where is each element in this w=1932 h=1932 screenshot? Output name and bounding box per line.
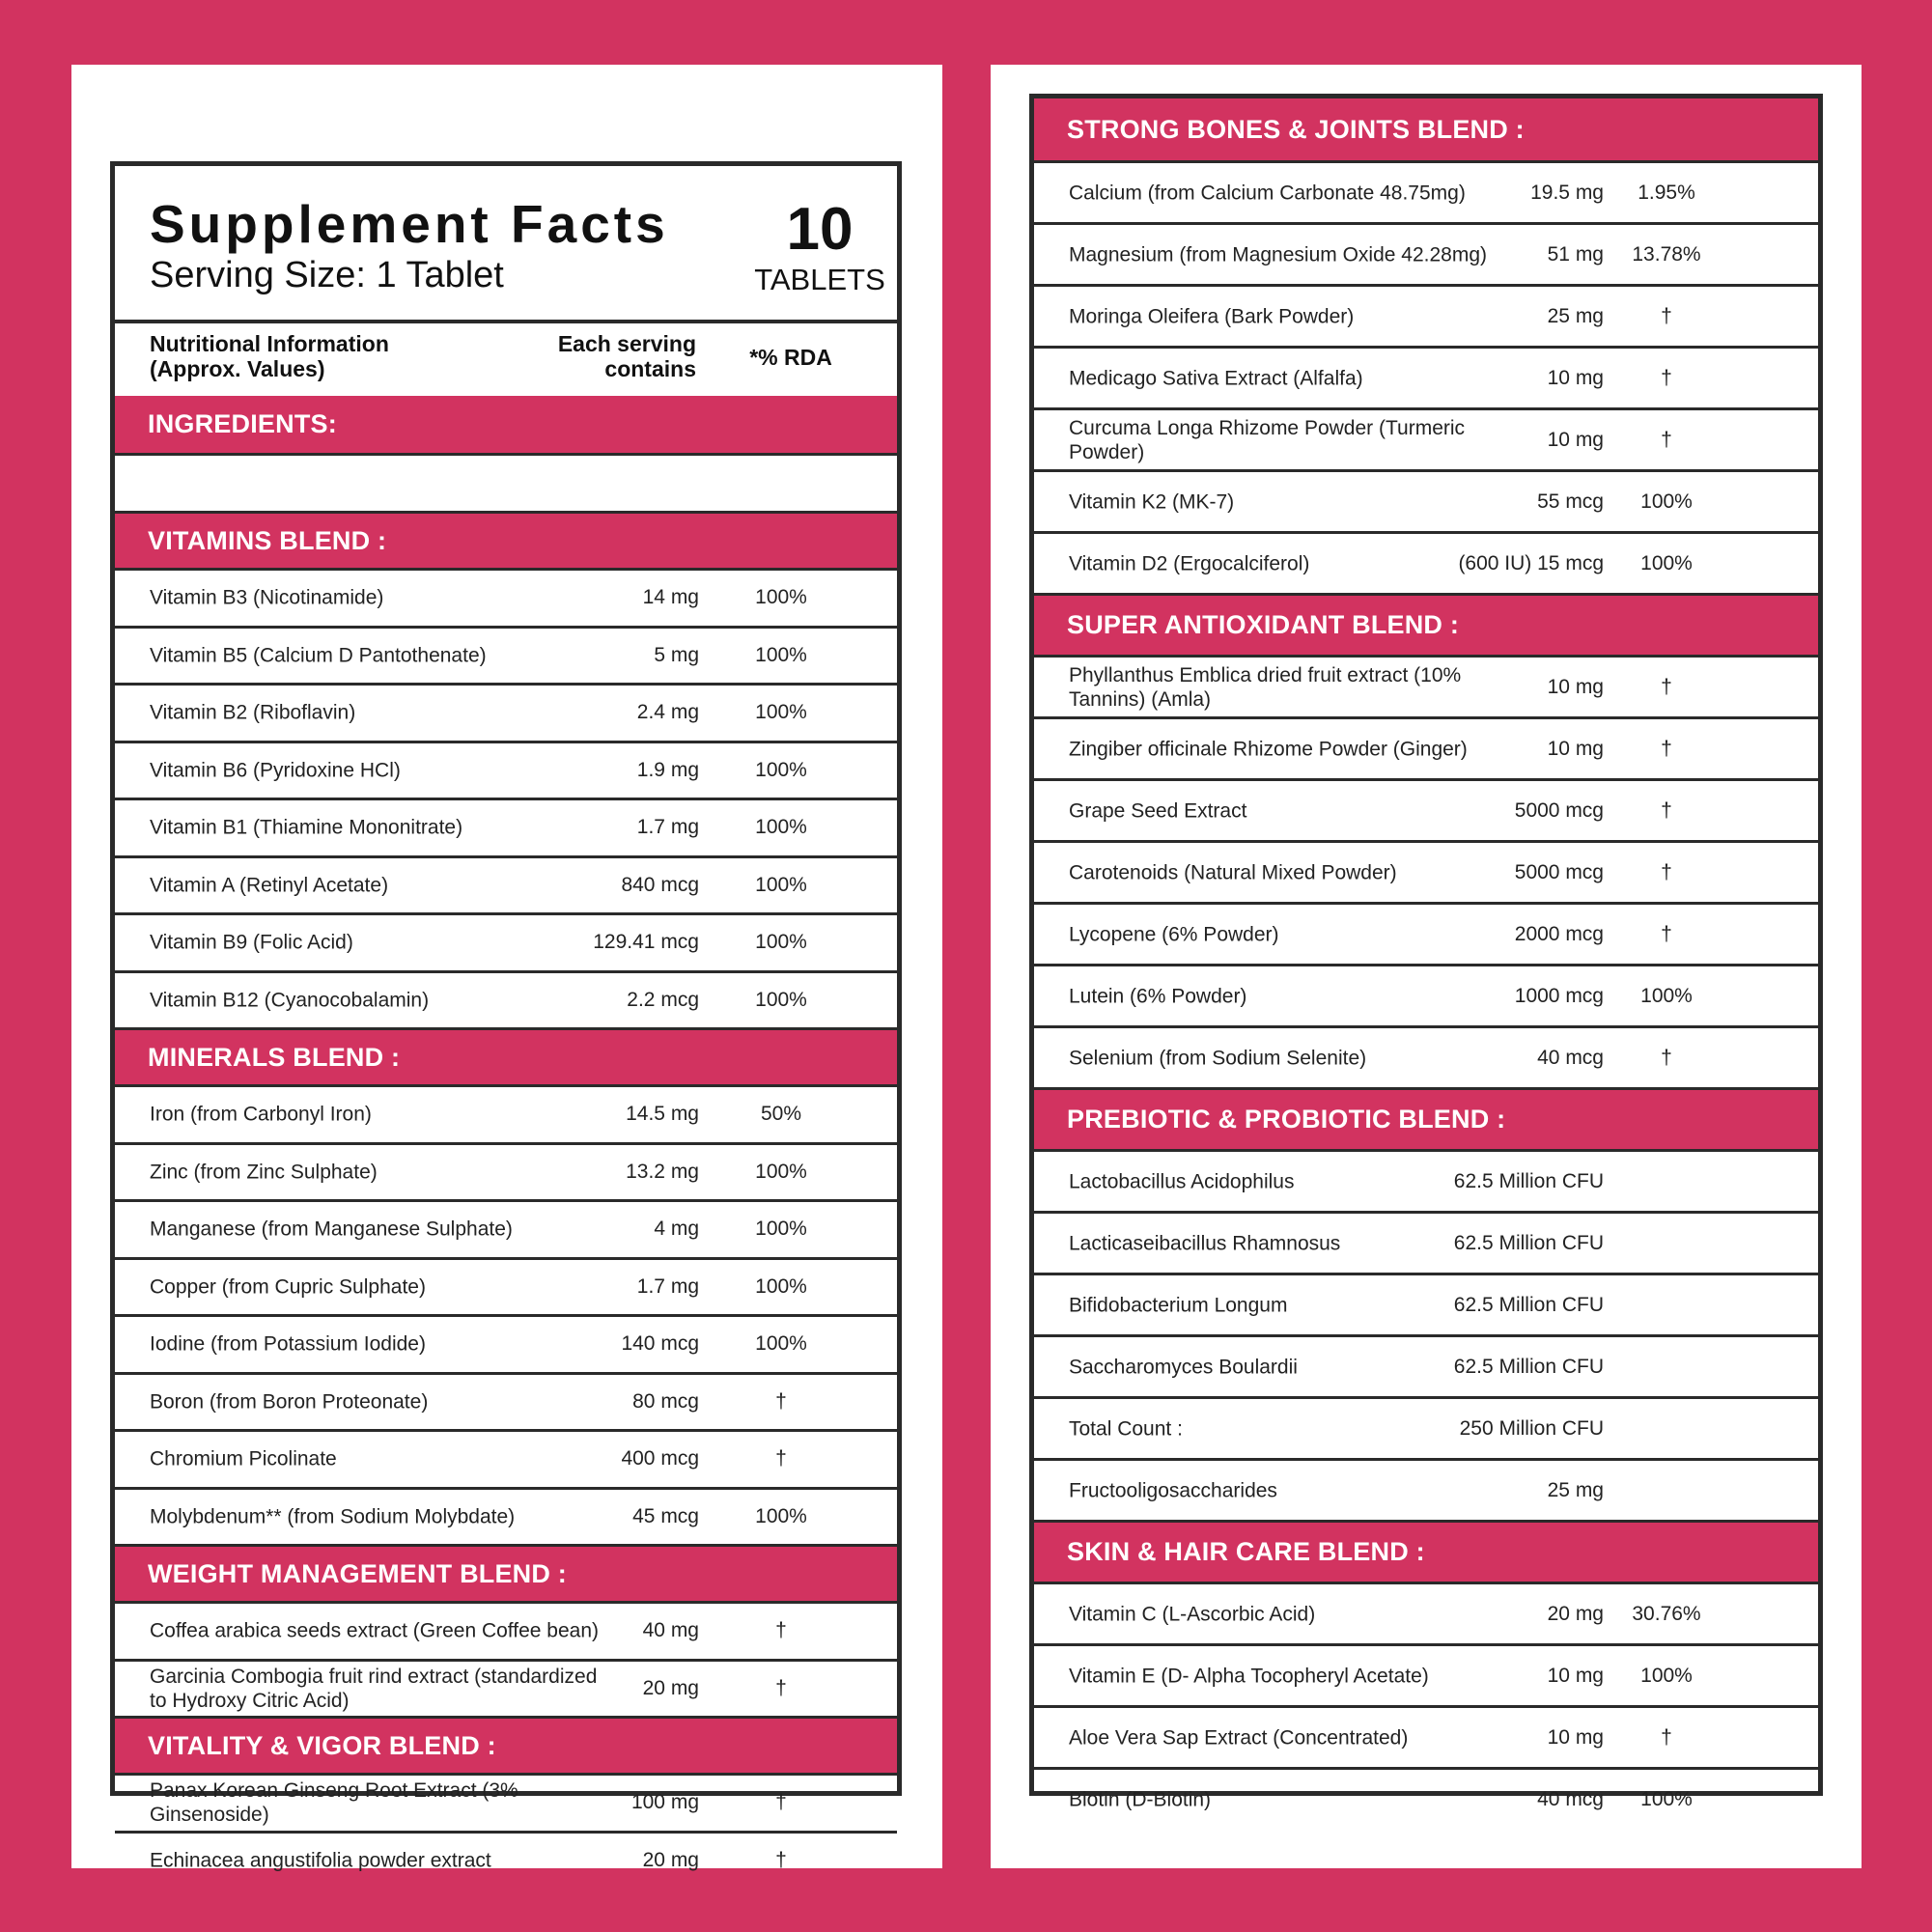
ingredient-amount: 62.5 Million CFU bbox=[1453, 1231, 1604, 1254]
ingredient-row bbox=[1034, 716, 1818, 778]
ingredient-name: Coffea arabica seeds extract (Green Coffee bean) bbox=[150, 1619, 599, 1642]
ingredient-name: Vitamin B2 (Riboflavin) bbox=[150, 701, 356, 724]
ingredient-rda: 100% bbox=[755, 1332, 807, 1356]
ingredient-row bbox=[115, 1372, 897, 1430]
left-panel bbox=[71, 65, 942, 1872]
ingredient-name: Zingiber officinale Rhizome Powder (Ginger) bbox=[1069, 737, 1468, 760]
ingredient-row bbox=[115, 912, 897, 970]
section-title: VITALITY & VIGOR BLEND : bbox=[148, 1730, 496, 1760]
ingredient-name: Moringa Oleifera (Bark Powder) bbox=[1069, 304, 1355, 327]
ingredient-name: Garcinia Combogia fruit rind extract (standardized to Hydroxy Citric Acid) bbox=[150, 1665, 598, 1712]
section-vitality bbox=[115, 1716, 897, 1773]
ingredient-row bbox=[115, 798, 897, 855]
ingredient-row bbox=[1034, 531, 1818, 593]
ingredient-name: Vitamin B6 (Pyridoxine HCl) bbox=[150, 759, 401, 782]
ingredient-row bbox=[1034, 1767, 1818, 1829]
ingredient-rda: † bbox=[1661, 1725, 1672, 1749]
ingredient-amount: 1000 mcg bbox=[1514, 984, 1604, 1007]
ingredient-amount: 45 mcg bbox=[632, 1504, 699, 1527]
ingredient-rda: † bbox=[1661, 304, 1672, 327]
ingredient-amount: 10 mg bbox=[1547, 737, 1604, 760]
ingredient-row bbox=[1034, 407, 1818, 469]
section-title: VITAMINS BLEND : bbox=[148, 525, 387, 555]
ingredient-row bbox=[115, 626, 897, 684]
ingredient-name: Medicago Sativa Extract (Alfalfa) bbox=[1069, 366, 1363, 389]
ingredient-amount: 250 Million CFU bbox=[1459, 1416, 1604, 1440]
ingredient-name: Vitamin E (D- Alpha Tocopheryl Acetate) bbox=[1069, 1664, 1429, 1687]
ingredient-amount: 19.5 mg bbox=[1530, 181, 1604, 204]
ingredient-name: Curcuma Longa Rhizome Powder (Turmeric Powder) bbox=[1069, 416, 1466, 463]
section-skin bbox=[1034, 1520, 1818, 1582]
ingredient-row bbox=[115, 1199, 897, 1257]
ingredient-amount: 5000 mcg bbox=[1514, 798, 1604, 822]
ingredient-name: Biotin (D-Biotin) bbox=[1069, 1787, 1212, 1810]
ingredient-name: Phyllanthus Emblica dried fruit extract (10% Tannins) (Amla) bbox=[1069, 663, 1462, 711]
ingredient-row bbox=[1034, 1458, 1818, 1520]
ingredient-amount: 4 mg bbox=[654, 1218, 699, 1241]
ingredient-row bbox=[115, 1257, 897, 1315]
section-title: STRONG BONES & JOINTS BLEND : bbox=[1067, 114, 1525, 144]
ingredient-name: Manganese (from Manganese Sulphate) bbox=[150, 1218, 513, 1241]
ingredient-name: Molybdenum** (from Sodium Molybdate) bbox=[150, 1505, 516, 1528]
ingredient-amount: 40 mg bbox=[642, 1619, 699, 1642]
ingredient-name: Selenium (from Sodium Selenite) bbox=[1069, 1046, 1367, 1069]
ingredient-rda: 100% bbox=[1640, 551, 1693, 574]
ingredient-name: Panax Korean Ginseng Root Extract (3% Ginsenoside) bbox=[150, 1779, 518, 1827]
section-bones bbox=[1034, 98, 1818, 160]
ingredient-row bbox=[1034, 346, 1818, 407]
ingredient-rda: 100% bbox=[755, 1274, 807, 1298]
ingredient-amount: 5 mg bbox=[654, 643, 699, 666]
ingredient-name: Echinacea angustifolia powder extract bbox=[150, 1849, 491, 1872]
ingredient-row bbox=[115, 970, 897, 1028]
ingredient-amount: 1.7 mg bbox=[636, 816, 699, 839]
ingredient-name: Lutein (6% Powder) bbox=[1069, 984, 1247, 1007]
right-panel bbox=[991, 65, 1862, 1868]
ingredient-name: Lacticaseibacillus Rhamnosus bbox=[1069, 1231, 1341, 1254]
ingredient-rda: 100% bbox=[1640, 984, 1693, 1007]
ingredient-row bbox=[1034, 222, 1818, 284]
section-minerals bbox=[115, 1027, 897, 1084]
col-info: Nutritional Information (Approx. Values) bbox=[150, 331, 389, 382]
ingredient-row bbox=[115, 1773, 897, 1831]
ingredient-amount: 10 mg bbox=[1547, 1725, 1604, 1749]
ingredient-amount: 40 mcg bbox=[1537, 1787, 1604, 1810]
ingredient-amount: 10 mg bbox=[1547, 428, 1604, 451]
ingredient-name: Lycopene (6% Powder) bbox=[1069, 922, 1279, 945]
ingredient-rda: 1.95% bbox=[1638, 181, 1695, 204]
ingredient-row bbox=[1034, 964, 1818, 1025]
ingredient-amount: 62.5 Million CFU bbox=[1453, 1355, 1604, 1378]
ingredient-rda: † bbox=[775, 1848, 787, 1871]
ingredient-row bbox=[1034, 1149, 1818, 1211]
ingredient-row bbox=[115, 1831, 897, 1889]
ingredient-row bbox=[115, 1429, 897, 1487]
ingredient-rda: 100% bbox=[755, 1504, 807, 1527]
ingredient-amount: 20 mg bbox=[1547, 1602, 1604, 1625]
column-headers bbox=[115, 320, 897, 396]
ingredient-amount: 55 mcg bbox=[1537, 490, 1604, 513]
col-each: Each serving contains bbox=[557, 331, 696, 382]
ingredient-rda: 100% bbox=[755, 701, 807, 724]
ingredient-amount: 51 mg bbox=[1547, 242, 1604, 266]
section-title: INGREDIENTS: bbox=[148, 409, 337, 438]
ingredient-row bbox=[1034, 1211, 1818, 1273]
ingredient-name: Lactobacillus Acidophilus bbox=[1069, 1169, 1295, 1192]
ingredient-amount: 20 mg bbox=[642, 1676, 699, 1699]
ingredient-amount: 1.7 mg bbox=[636, 1274, 699, 1298]
ingredient-name: Vitamin B12 (Cyanocobalamin) bbox=[150, 989, 430, 1012]
ingredient-row bbox=[115, 855, 897, 913]
ingredient-amount: (600 IU) 15 mcg bbox=[1458, 551, 1604, 574]
ingredient-name: Iron (from Carbonyl Iron) bbox=[150, 1103, 372, 1126]
ingredient-amount: 10 mg bbox=[1547, 366, 1604, 389]
ingredient-amount: 100 mg bbox=[630, 1791, 699, 1814]
ingredient-amount: 25 mg bbox=[1547, 304, 1604, 327]
ingredient-rda: 100% bbox=[1640, 1787, 1693, 1810]
facts-title: Supplement Facts bbox=[150, 194, 669, 254]
ingredient-name: Chromium Picolinate bbox=[150, 1447, 337, 1470]
ingredient-row bbox=[1034, 1334, 1818, 1396]
ingredient-rda: 30.76% bbox=[1632, 1602, 1701, 1625]
ingredient-row bbox=[1034, 1582, 1818, 1643]
ingredient-amount: 840 mcg bbox=[621, 873, 699, 896]
ingredient-rda: 100% bbox=[755, 643, 807, 666]
ingredient-rda: † bbox=[1661, 922, 1672, 945]
ingredient-rda: 100% bbox=[755, 816, 807, 839]
ingredient-name: Total Count : bbox=[1069, 1416, 1183, 1440]
ingredient-rda: 50% bbox=[760, 1103, 802, 1126]
ingredient-amount: 129.41 mcg bbox=[593, 931, 699, 954]
ingredient-name: Vitamin B9 (Folic Acid) bbox=[150, 931, 353, 954]
ingredient-rda: † bbox=[775, 1389, 787, 1413]
ingredient-row bbox=[1034, 655, 1818, 716]
ingredient-name: Vitamin B3 (Nicotinamide) bbox=[150, 586, 384, 609]
ingredient-amount: 10 mg bbox=[1547, 1664, 1604, 1687]
section-ingredients bbox=[115, 396, 897, 453]
blank-row bbox=[115, 453, 897, 511]
ingredient-rda: † bbox=[1661, 1046, 1672, 1069]
ingredient-amount: 140 mcg bbox=[621, 1332, 699, 1356]
ingredient-amount: 14.5 mg bbox=[626, 1103, 699, 1126]
ingredient-rda: † bbox=[1661, 737, 1672, 760]
ingredient-row bbox=[1034, 1273, 1818, 1334]
ingredient-name: Vitamin D2 (Ergocalciferol) bbox=[1069, 551, 1310, 574]
section-weight bbox=[115, 1544, 897, 1601]
ingredient-rda: 100% bbox=[755, 758, 807, 781]
ingredient-row bbox=[1034, 469, 1818, 531]
ingredient-name: Copper (from Cupric Sulphate) bbox=[150, 1275, 426, 1299]
section-vitamins bbox=[115, 511, 897, 568]
ingredient-rda: 100% bbox=[755, 1218, 807, 1241]
ingredient-rda: 100% bbox=[1640, 1664, 1693, 1687]
ingredient-name: Vitamin K2 (MK-7) bbox=[1069, 490, 1235, 513]
supplement-facts-table-left bbox=[110, 161, 902, 1872]
ingredient-row bbox=[1034, 1643, 1818, 1705]
ingredient-name: Boron (from Boron Proteonate) bbox=[150, 1390, 429, 1414]
ingredient-row bbox=[115, 1142, 897, 1200]
ingredient-rda: 100% bbox=[755, 988, 807, 1011]
ingredient-rda: 100% bbox=[755, 586, 807, 609]
tablet-count: 10 bbox=[786, 196, 854, 263]
section-probiotic bbox=[1034, 1087, 1818, 1149]
col-rda: *% RDA bbox=[749, 345, 832, 370]
ingredient-name: Vitamin B1 (Thiamine Mononitrate) bbox=[150, 816, 463, 839]
section-antioxidant bbox=[1034, 593, 1818, 655]
ingredient-rda: † bbox=[1661, 798, 1672, 822]
tablet-unit: TABLETS bbox=[754, 263, 885, 296]
ingredient-row bbox=[115, 683, 897, 741]
ingredient-amount: 40 mcg bbox=[1537, 1046, 1604, 1069]
serving-size: Serving Size: 1 Tablet bbox=[150, 255, 504, 295]
ingredient-rda: 100% bbox=[755, 1160, 807, 1183]
ingredient-amount: 62.5 Million CFU bbox=[1453, 1293, 1604, 1316]
ingredient-rda: 100% bbox=[755, 873, 807, 896]
ingredient-row bbox=[1034, 1396, 1818, 1458]
ingredient-row bbox=[115, 1601, 897, 1659]
ingredient-amount: 20 mg bbox=[642, 1848, 699, 1871]
ingredient-row bbox=[1034, 902, 1818, 964]
ingredient-amount: 2000 mcg bbox=[1514, 922, 1604, 945]
facts-header bbox=[115, 166, 897, 320]
ingredient-row bbox=[115, 1487, 897, 1545]
ingredient-rda: † bbox=[775, 1447, 787, 1470]
ingredient-rda: † bbox=[1661, 675, 1672, 698]
ingredient-name: Bifidobacterium Longum bbox=[1069, 1293, 1288, 1316]
ingredient-name: Magnesium (from Magnesium Oxide 42.28mg) bbox=[1069, 242, 1488, 266]
ingredient-rda: 13.78% bbox=[1632, 242, 1701, 266]
ingredient-rda: † bbox=[775, 1791, 787, 1814]
ingredient-amount: 62.5 Million CFU bbox=[1453, 1169, 1604, 1192]
ingredient-name: Zinc (from Zinc Sulphate) bbox=[150, 1161, 378, 1184]
ingredient-name: Vitamin C (L-Ascorbic Acid) bbox=[1069, 1602, 1316, 1625]
ingredient-row bbox=[115, 1084, 897, 1142]
ingredient-name: Iodine (from Potassium Iodide) bbox=[150, 1332, 426, 1356]
ingredient-row bbox=[1034, 1025, 1818, 1087]
ingredient-amount: 80 mcg bbox=[632, 1389, 699, 1413]
ingredient-amount: 13.2 mg bbox=[626, 1160, 699, 1183]
ingredient-row bbox=[1034, 840, 1818, 902]
ingredient-amount: 1.9 mg bbox=[636, 758, 699, 781]
ingredient-rda: 100% bbox=[1640, 490, 1693, 513]
ingredient-amount: 2.2 mcg bbox=[627, 988, 699, 1011]
ingredient-row bbox=[115, 568, 897, 626]
ingredient-name: Aloe Vera Sap Extract (Concentrated) bbox=[1069, 1725, 1409, 1749]
ingredient-name: Carotenoids (Natural Mixed Powder) bbox=[1069, 860, 1397, 883]
section-title: SKIN & HAIR CARE BLEND : bbox=[1067, 1537, 1425, 1566]
ingredient-rda: † bbox=[1661, 428, 1672, 451]
ingredient-name: Fructooligosaccharides bbox=[1069, 1478, 1277, 1501]
section-title: SUPER ANTIOXIDANT BLEND : bbox=[1067, 610, 1460, 639]
ingredient-name: Calcium (from Calcium Carbonate 48.75mg) bbox=[1069, 181, 1466, 204]
ingredient-amount: 2.4 mg bbox=[636, 701, 699, 724]
ingredient-row bbox=[115, 741, 897, 798]
ingredient-amount: 14 mg bbox=[642, 586, 699, 609]
section-title: MINERALS BLEND : bbox=[148, 1042, 401, 1072]
ingredient-rda: † bbox=[1661, 860, 1672, 883]
ingredient-rda: † bbox=[775, 1619, 787, 1642]
ingredient-amount: 25 mg bbox=[1547, 1478, 1604, 1501]
supplement-facts-table-right bbox=[1029, 94, 1823, 1810]
ingredient-row bbox=[115, 1659, 897, 1717]
ingredient-row bbox=[1034, 1705, 1818, 1767]
ingredient-row bbox=[1034, 160, 1818, 222]
section-title: PREBIOTIC & PROBIOTIC BLEND : bbox=[1067, 1105, 1506, 1134]
ingredient-rda: 100% bbox=[755, 931, 807, 954]
ingredient-name: Saccharomyces Boulardii bbox=[1069, 1355, 1298, 1378]
ingredient-row bbox=[115, 1314, 897, 1372]
ingredient-rda: † bbox=[775, 1676, 787, 1699]
ingredient-amount: 400 mcg bbox=[621, 1447, 699, 1470]
ingredient-rda: † bbox=[1661, 366, 1672, 389]
ingredient-row bbox=[1034, 778, 1818, 840]
ingredient-name: Grape Seed Extract bbox=[1069, 798, 1247, 822]
ingredient-amount: 5000 mcg bbox=[1514, 860, 1604, 883]
ingredient-name: Vitamin B5 (Calcium D Pantothenate) bbox=[150, 644, 487, 667]
ingredient-amount: 10 mg bbox=[1547, 675, 1604, 698]
ingredient-row bbox=[1034, 284, 1818, 346]
section-title: WEIGHT MANAGEMENT BLEND : bbox=[148, 1558, 567, 1588]
ingredient-name: Vitamin A (Retinyl Acetate) bbox=[150, 874, 389, 897]
